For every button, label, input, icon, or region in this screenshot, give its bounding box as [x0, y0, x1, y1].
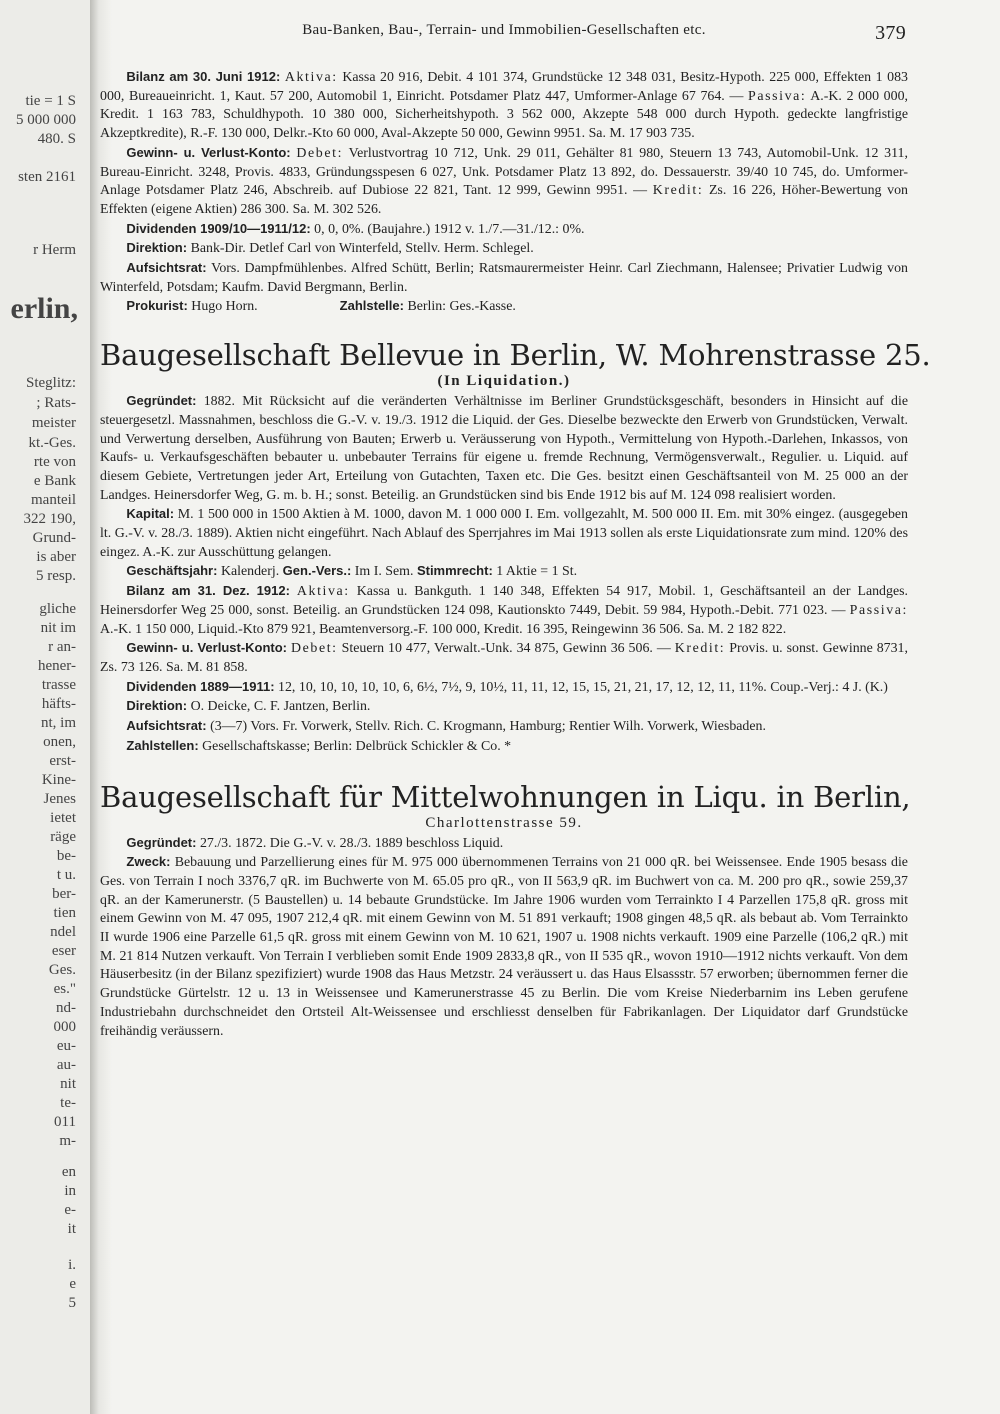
previous-entry-continuation	[100, 68, 908, 317]
company-title: Baugesellschaft für Mittelwohnungen in Liqu. in Berlin,	[100, 779, 911, 814]
field-label: Gewinn- u. Verlust-Konto:	[126, 640, 288, 656]
field-label: Prokurist:	[126, 298, 188, 314]
field-label: Bilanz am 31. Dez. 1912:	[126, 583, 290, 599]
field-label: Zahlstelle:	[339, 298, 404, 314]
margin-line: sten 2161	[18, 169, 76, 185]
purpose-paragraph	[100, 853, 908, 1041]
margin-line: i.	[68, 1257, 76, 1273]
spaced-term: Passiva:	[748, 88, 807, 104]
margin-line: gliche	[39, 601, 76, 617]
paragraph-text: A.-K. 2 000 000, Kredit. 1 163 783, Schuldhypoth. 10 380 000, Sicherheitshypoth. 3 562 000, Akzepte 548 000 durch Hypoth. gedeckte langfristige Akzeptkredite), R.-F. 130 000, Delkr.-Kto 60 000, Aval-Akzepte 50 000, Gewinn 9951. Sa. M. 17 903 735.	[100, 88, 908, 142]
margin-line: in	[64, 1183, 76, 1199]
field-label: Kapital:	[126, 506, 175, 522]
margin-line: hener-	[37, 658, 76, 674]
margin-line: 480. S	[37, 131, 76, 147]
field-label: Direktion:	[126, 240, 188, 256]
paragraph-text: (3—7) Vors. Fr. Vorwerk, Stellv. Rich. C. Krogmann, Hamburg; Rentier Wilh. Vorwerk, Wiesbaden.	[210, 719, 766, 735]
running-head	[100, 22, 908, 46]
margin-line: e	[69, 1276, 76, 1292]
margin-line: en	[61, 1164, 76, 1180]
margin-line: eu-	[56, 1038, 76, 1054]
paragraph-text: A.-K. 1 150 000, Liquid.-Kto 879 921, Beamtenversorg.-F. 100 000, Kredit. 16 395, Reingewinn 36 506. Sa. M. 2 182 822.	[100, 621, 787, 637]
paying-agents-paragraph	[100, 737, 908, 757]
margin-line: r an-	[48, 639, 76, 655]
margin-line: 000	[53, 1019, 76, 1035]
dividends-paragraph	[100, 220, 908, 240]
paragraph-text: Verlustvortrag 10 712, Unk. 29 011, Gehälter 81 980, Steuern 13 743, Automobil-Unk. 12 311, Bureau-Einricht. 3248, Provis. 4833, Gründungsspesen 6 027, Unk. Potsdamer Platz 13 892, do. Dessauerstr. 39/40 10 745, do. Umformer-Anlage Potsdamer Platz 246, Abschreib. auf Dubiose 22 821, Tant. 12 999, Gewinn 9951. —	[100, 145, 908, 199]
margin-line: kt.-Ges.	[28, 435, 76, 451]
margin-line: ndel	[50, 924, 76, 940]
board-paragraph	[100, 239, 908, 259]
paragraph-text: 0, 0, 0%. (Baujahre.) 1912 v. 1./7.—31./12.: 0%.	[314, 221, 585, 237]
margin-line: 322 190,	[23, 511, 76, 527]
margin-line: Ges.	[48, 962, 76, 978]
company-entry	[100, 392, 908, 756]
margin-line: m-	[59, 1133, 76, 1149]
field-label: Gegründet:	[126, 834, 197, 850]
paragraph-text: Gesellschaftskasse; Berlin: Delbrück Schickler & Co. *	[202, 738, 512, 754]
paragraph-text: Berlin: Ges.-Kasse.	[407, 299, 516, 315]
paragraph-text: O. Deicke, C. F. Jantzen, Berlin.	[190, 699, 371, 715]
spaced-term: Aktiva:	[296, 584, 350, 600]
margin-line: onen,	[43, 734, 76, 750]
company-entry	[100, 834, 908, 1042]
balance-paragraph	[100, 68, 908, 144]
margin-line: ietet	[50, 810, 76, 826]
field-label: Gewinn- u. Verlust-Konto:	[126, 144, 291, 160]
field-label: Geschäftsjahr:	[126, 563, 218, 579]
margin-line: nd-	[56, 1000, 76, 1016]
margin-line: au-	[56, 1057, 76, 1073]
paragraph-text: Hugo Horn.	[191, 299, 258, 315]
founded-paragraph	[100, 392, 908, 505]
spaced-term: Debet:	[296, 145, 344, 161]
paragraph-text: Bebauung und Parzellierung eines für M. 975 000 übernommenen Terrains von 21 000 qR. bei Weissensee. Ende 1905 besass die Ges. von Terrain I noch 3376,7 qR. im Buchwerte von M. 65.05 pro qR., von II 563,9 qR. im Buchwert von ca. M. 200 pro qR., sowie 259,37 qR. an der Kamerunerstr. (5 Baustellen) u. 14 bebaute Grundstücke. Im Jahre 1906 wurden vom Terrainkto I 4 Parzellen 175,8 qR. gross mit einem Gewinn von M. 47 095, 1907 212,4 qR. mit einem Gewinn von M. 51 891 verkauft; 1908 gingen 48,5 qR. als bebaut ab. Vom Terrainkto II wurde 1906 eine Parzelle 61,5 qR. gross mit einem Gewinn von M. 10 621, 1907 u. 1908 nichts verkauft. 1909 eine Parzelle (106,2 qR.) mit M. 21 814 Nutzen verkauft. Von Terrain I verblieben somit Ende 1909 2833,8 qR., von II 535 qR., wovon 1910—1912 nichts verkauft. Von dem Häuserbesitz (in der Bilanz spezifiziert) wurde 1908 das Haus Metzstr. 24 veräussert u. das Haus Elsassstr. 57 erworben; übernommen ferner die Grundstücke Gürtelstr. 12 u. 13 in Weissensee und Kamerunerstrasse 45 zu Berlin. Die vom Kreise Niederbarnim ins Leben gerufene Industriebahn durchschneidet den Ortsteil Alt-Weissensee und erschliesst denselben für Fabrikanlagen. Der Liquidator darf Grundstücke freihändig veräussern.	[100, 855, 908, 1039]
margin-line: Steglitz:	[26, 375, 76, 391]
margin-line: 5	[68, 1295, 76, 1311]
field-label: Stimmrecht:	[416, 563, 493, 579]
margin-line: te-	[60, 1095, 76, 1111]
dividends-paragraph	[100, 678, 908, 698]
paragraph-text: Kassa u. Bankguth. 1 140 348, Effekten 54 917, Mobil. 1, Geschäftsanteil an der Landges. Heinersdorfer Weg 25 000, sonst. Beteilig. an Grundstücken 124 098, Kautionskto 7449, Debit. 59 984, Hypoth.-Debit. 771 023. —	[100, 584, 908, 618]
paragraph-text: Kalenderj.	[220, 564, 280, 580]
field-label: Zahlstellen:	[126, 737, 199, 753]
margin-line: it	[67, 1221, 76, 1237]
margin-line: manteil	[31, 492, 76, 508]
founded-paragraph	[100, 834, 908, 854]
margin-line: is aber	[36, 549, 76, 565]
supervisory-board-paragraph	[100, 259, 908, 297]
spaced-term: Debet:	[291, 641, 338, 657]
field-label: Bilanz am 30. Juni 1912:	[126, 69, 281, 84]
field-label: Aufsichtsrat:	[126, 718, 207, 734]
company-title: Baugesellschaft Bellevue in Berlin, W. Mohrenstrasse 25.	[100, 338, 931, 373]
margin-line: nit im	[40, 620, 76, 636]
balance-paragraph	[100, 582, 908, 639]
paragraph-text: 1 Aktie = 1 St.	[496, 564, 578, 580]
margin-line: erlin,	[10, 292, 78, 325]
fiscal-year-paragraph	[100, 562, 908, 582]
field-label: Direktion:	[126, 698, 188, 714]
margin-line: erst-	[49, 753, 76, 769]
paragraph-text: Vors. Dampfmühlenbes. Alfred Schütt, Berlin; Ratsmaurermeister Heinr. Carl Ziechmann, Halensee; Privatier Ludwig von Winterfeld, Potsdam; Kaufm. David Bergmann, Berlin.	[100, 261, 908, 295]
field-label: Aufsichtsrat:	[126, 260, 207, 276]
margin-line: rte von	[33, 454, 76, 470]
field-label: Gen.-Vers.:	[282, 563, 352, 579]
margin-line: 5 resp.	[36, 568, 76, 584]
margin-line: e Bank	[33, 473, 76, 489]
margin-line: häfts-	[41, 696, 76, 712]
margin-line: r Herm	[33, 242, 76, 258]
margin-line: Jenes	[43, 791, 76, 807]
company-address: Charlottenstrasse 59.	[425, 814, 583, 831]
page	[100, 22, 931, 1041]
paragraph-text: Steuern 10 477, Verwalt.-Unk. 34 875, Gewinn 36 506. —	[341, 641, 671, 657]
running-title: Bau-Banken, Bau-, Terrain- und Immobilien-Gesellschaften etc.	[302, 22, 706, 38]
margin-line: ber-	[52, 886, 76, 902]
margin-line: tie = 1 S	[25, 93, 76, 109]
margin-line: 5 000 000	[16, 112, 76, 128]
paragraph-text: Kassa 20 916, Debit. 4 101 374, Grundstücke 12 348 031, Besitz-Hypoth. 225 000, Effekten 1 083 000, Bureaueinricht. 1, Kaut. 57 200, Automobil 1, Einricht. Potsdamer Platz 447, Umformer-Anlage 67 764. —	[100, 70, 908, 104]
margin-line: t u.	[56, 867, 76, 883]
margin-line: Grund-	[32, 530, 76, 546]
margin-line: be-	[56, 848, 76, 864]
profit-loss-paragraph	[100, 639, 908, 677]
margin-line: trasse	[41, 677, 76, 693]
margin-line: Kine-	[41, 772, 76, 788]
field-label: Gegründet:	[126, 393, 197, 409]
profit-loss-paragraph	[100, 144, 908, 220]
procurist-paragraph	[100, 297, 908, 317]
board-paragraph	[100, 697, 908, 717]
supervisory-board-paragraph	[100, 717, 908, 737]
field-label: Zweck:	[126, 854, 171, 870]
margin-line: räge	[50, 829, 76, 845]
field-label: Dividenden 1909/10—1911/12:	[126, 220, 311, 236]
margin-line: ; Rats-	[36, 395, 76, 411]
margin-line: nit	[60, 1076, 76, 1092]
margin-line: nt, im	[40, 715, 76, 731]
margin-line: 011	[54, 1114, 76, 1130]
paragraph-text: Zs. 16 226, Höher-Bewertung von Effekten (eigene Aktien) 286 300. Sa. M. 302 526.	[100, 183, 908, 217]
paragraph-text: M. 1 500 000 in 1500 Aktien à M. 1000, davon M. 1 000 000 I. Em. vollgezahlt, M. 500 000 II. Em. mit 30% eingez. (ausgegeben lt. G.-V. v. 28./3. 1889). Aktien nicht eingeführt. Nach Ablauf des Sperrjahres im Mai 1913 sollen als erste Liquidationsrate zum mind. 120% des eingez. A.-K. zur Ausschüttung gelangen.	[100, 507, 908, 560]
page-number: 379	[875, 22, 906, 44]
margin-line: es."	[53, 981, 76, 997]
spaced-term: Kredit:	[652, 183, 704, 199]
margin-line: eser	[51, 943, 76, 959]
company-subtitle: (In Liquidation.)	[437, 373, 571, 390]
margin-line: e-	[64, 1202, 76, 1218]
paragraph-text: Bank-Dir. Detlef Carl von Winterfeld, Stellv. Herm. Schlegel.	[190, 241, 534, 257]
margin-line: meister	[31, 415, 76, 431]
left-margin-fragment	[0, 0, 90, 1414]
field-label: Dividenden 1889—1911:	[126, 678, 275, 694]
capital-paragraph	[100, 505, 908, 562]
margin-line: tien	[53, 905, 76, 921]
spaced-term: Kredit:	[674, 641, 726, 657]
paragraph-text: 27./3. 1872. Die G.-V. v. 28./3. 1889 beschloss Liquid.	[199, 835, 504, 851]
paragraph-text: Provis. u. sonst. Gewinne 8731, Zs. 73 126. Sa. M. 81 858.	[100, 641, 908, 675]
paragraph-text: 1882. Mit Rücksicht auf die veränderten Verhältnisse im Berliner Grundstücksgeschäft, besonders in Hinsicht auf die steuergesetzl. Massnahmen, beschloss die G.-V. v. 19./3. 1912 die Liquid. der Ges. Dieselbe bezweckte den Erwerb von Grundstücken, Verwalt. und Verwertung derselben, Ausführung von Bauten; Erwerb u. Veräusserung von Hypoth., Vermittelung von Hypoth.-Darlehen, Inkassos, von Kaufs- u. Verkaufsgeschäften bebauter u. unbebauter Terrains für eigene u. fremde Rechnung, Vermögensverwalt., Regulier. u. Liquid. auf diesem Gebiete, Vertretungen jeder Art, Erteilung von Gutachten, Taxen etc. Die Ges. besitzt einen Geschäftsanteil von M. 25 000 an der Landges. Heinersdorfer Weg, G. m. b. H.; sonst. Beteilig. an Grundstücken sind bis Ende 1912 bis auf M. 124 098 realisiert worden.	[100, 394, 908, 503]
spaced-term: Aktiva:	[284, 70, 338, 85]
paragraph-text: 12, 10, 10, 10, 10, 10, 6, 6½, 7½, 9, 10½, 11, 11, 12, 15, 15, 21, 21, 17, 12, 12, 11, 11%. Coup.-Verj.: 4 J. (K.)	[278, 679, 888, 695]
spaced-term: Passiva:	[849, 602, 908, 618]
paragraph-text: Im I. Sem.	[354, 564, 414, 580]
